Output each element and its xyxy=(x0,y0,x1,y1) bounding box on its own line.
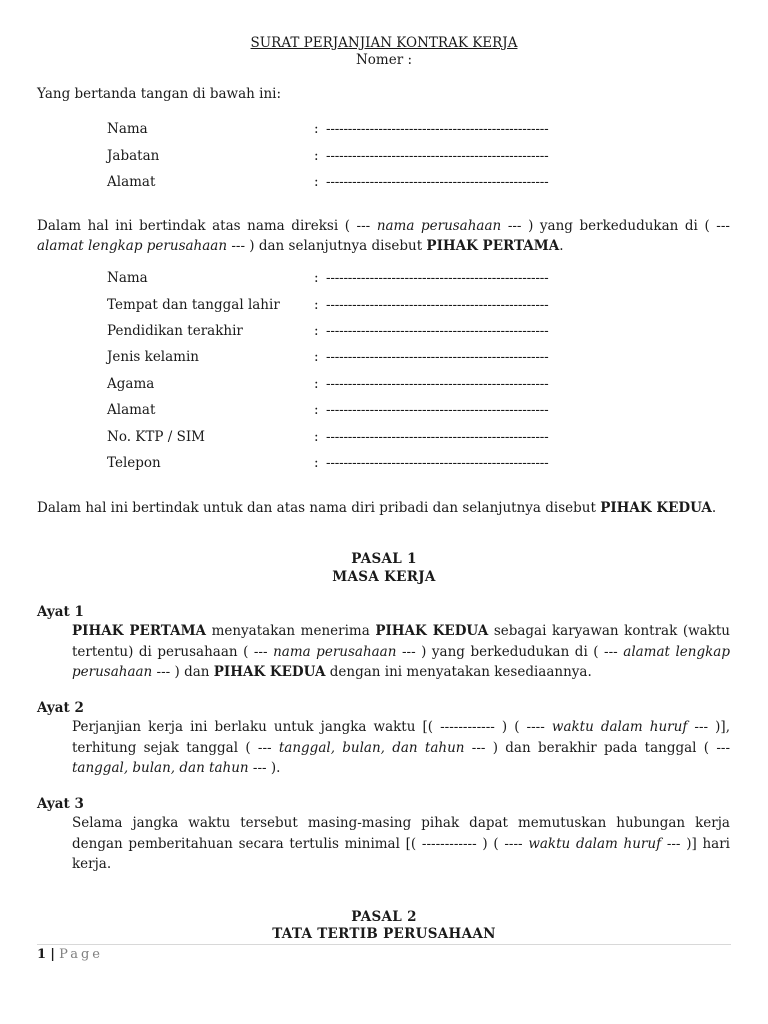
pihak-pertama-paragraph: Dalam hal ini bertindak atas nama direksi ( --- nama perusahaan --- ) yang berkedudukan di ( --- alamat lengkap perusahaan --- ) dan selanjutnya disebut PIHAK PERTAMA. xyxy=(37,218,730,254)
field-colon: : xyxy=(314,270,319,286)
field-label: Pendidikan terakhir xyxy=(107,323,243,339)
field-blank: --------------------------------------------------- xyxy=(326,429,549,445)
pasal-1-title: MASA KERJA xyxy=(332,569,436,585)
page-footer xyxy=(37,947,103,962)
page-number: 1 xyxy=(37,947,47,962)
field-colon: : xyxy=(314,174,319,190)
pasal-2-number: PASAL 2 xyxy=(351,909,417,925)
pasal-2-title: TATA TERTIB PERUSAHAAN xyxy=(272,926,496,942)
pasal-1-number: PASAL 1 xyxy=(351,551,417,567)
field-label: Alamat xyxy=(107,402,156,418)
field-label: Jabatan xyxy=(107,148,160,164)
document-title: SURAT PERJANJIAN KONTRAK KERJA xyxy=(250,35,518,51)
field-blank: --------------------------------------------------- xyxy=(326,270,549,286)
field-colon: : xyxy=(314,297,319,313)
ayat-2-label: Ayat 2 xyxy=(37,700,84,716)
field-label: Jenis kelamin xyxy=(107,349,199,365)
ayat-1-text: PIHAK PERTAMA menyatakan menerima PIHAK KEDUA sebagai karyawan kontrak (waktu tertentu) di perusahaan ( --- nama perusahaan --- ) yang berkedudukan di ( --- alamat lengkap perusahaan --- ) dan PIHAK KEDUA dengan ini menyatakan kesediaannya. xyxy=(72,623,730,680)
ayat-2-text: Perjanjian kerja ini berlaku untuk jangka waktu [( ------------ ) ( ---- waktu dalam huruf --- )], terhitung sejak tanggal ( --- tanggal, bulan, dan tahun --- ) dan berakhir pada tanggal ( --- tanggal, bulan, dan tahun --- ). xyxy=(72,719,731,776)
field-label: Agama xyxy=(107,376,155,392)
intro-text: Yang bertanda tangan di bawah ini: xyxy=(37,86,282,102)
field-blank: --------------------------------------------------- xyxy=(326,455,549,471)
field-label: Nama xyxy=(107,121,148,137)
field-blank: --------------------------------------------------- xyxy=(326,402,549,418)
field-colon: : xyxy=(314,429,319,445)
ayat-1-label: Ayat 1 xyxy=(37,604,84,620)
field-blank: --------------------------------------------------- xyxy=(326,349,549,365)
field-label: Alamat xyxy=(107,174,156,190)
field-colon: : xyxy=(314,349,319,365)
field-colon: : xyxy=(314,455,319,471)
field-blank: --------------------------------------------------- xyxy=(326,121,549,137)
field-label: Nama xyxy=(107,270,148,286)
page-word: Page xyxy=(59,947,103,962)
field-colon: : xyxy=(314,323,319,339)
field-label: Tempat dan tanggal lahir xyxy=(107,297,280,313)
field-blank: --------------------------------------------------- xyxy=(326,376,549,392)
document-number-label: Nomer : xyxy=(355,52,413,68)
field-label: Telepon xyxy=(107,455,161,471)
field-blank: --------------------------------------------------- xyxy=(326,323,549,339)
field-colon: : xyxy=(314,402,319,418)
field-label: No. KTP / SIM xyxy=(107,429,205,445)
field-blank: --------------------------------------------------- xyxy=(326,174,549,190)
field-colon: : xyxy=(314,121,319,137)
ayat-3-text: Selama jangka waktu tersebut masing-masing pihak dapat memutuskan hubungan kerja dengan pemberitahuan secara tertulis minimal [( ------------ ) ( ---- waktu dalam huruf --- )] hari kerja. xyxy=(72,815,730,872)
footer-divider xyxy=(37,944,731,945)
footer-separator: | xyxy=(50,947,55,962)
field-colon: : xyxy=(314,376,319,392)
pihak-kedua-paragraph: Dalam hal ini bertindak untuk dan atas nama diri pribadi dan selanjutnya disebut PIHAK KEDUA. xyxy=(37,500,717,516)
field-colon: : xyxy=(314,148,319,164)
field-blank: --------------------------------------------------- xyxy=(326,297,549,313)
field-blank: --------------------------------------------------- xyxy=(326,148,549,164)
ayat-3-label: Ayat 3 xyxy=(37,796,84,812)
